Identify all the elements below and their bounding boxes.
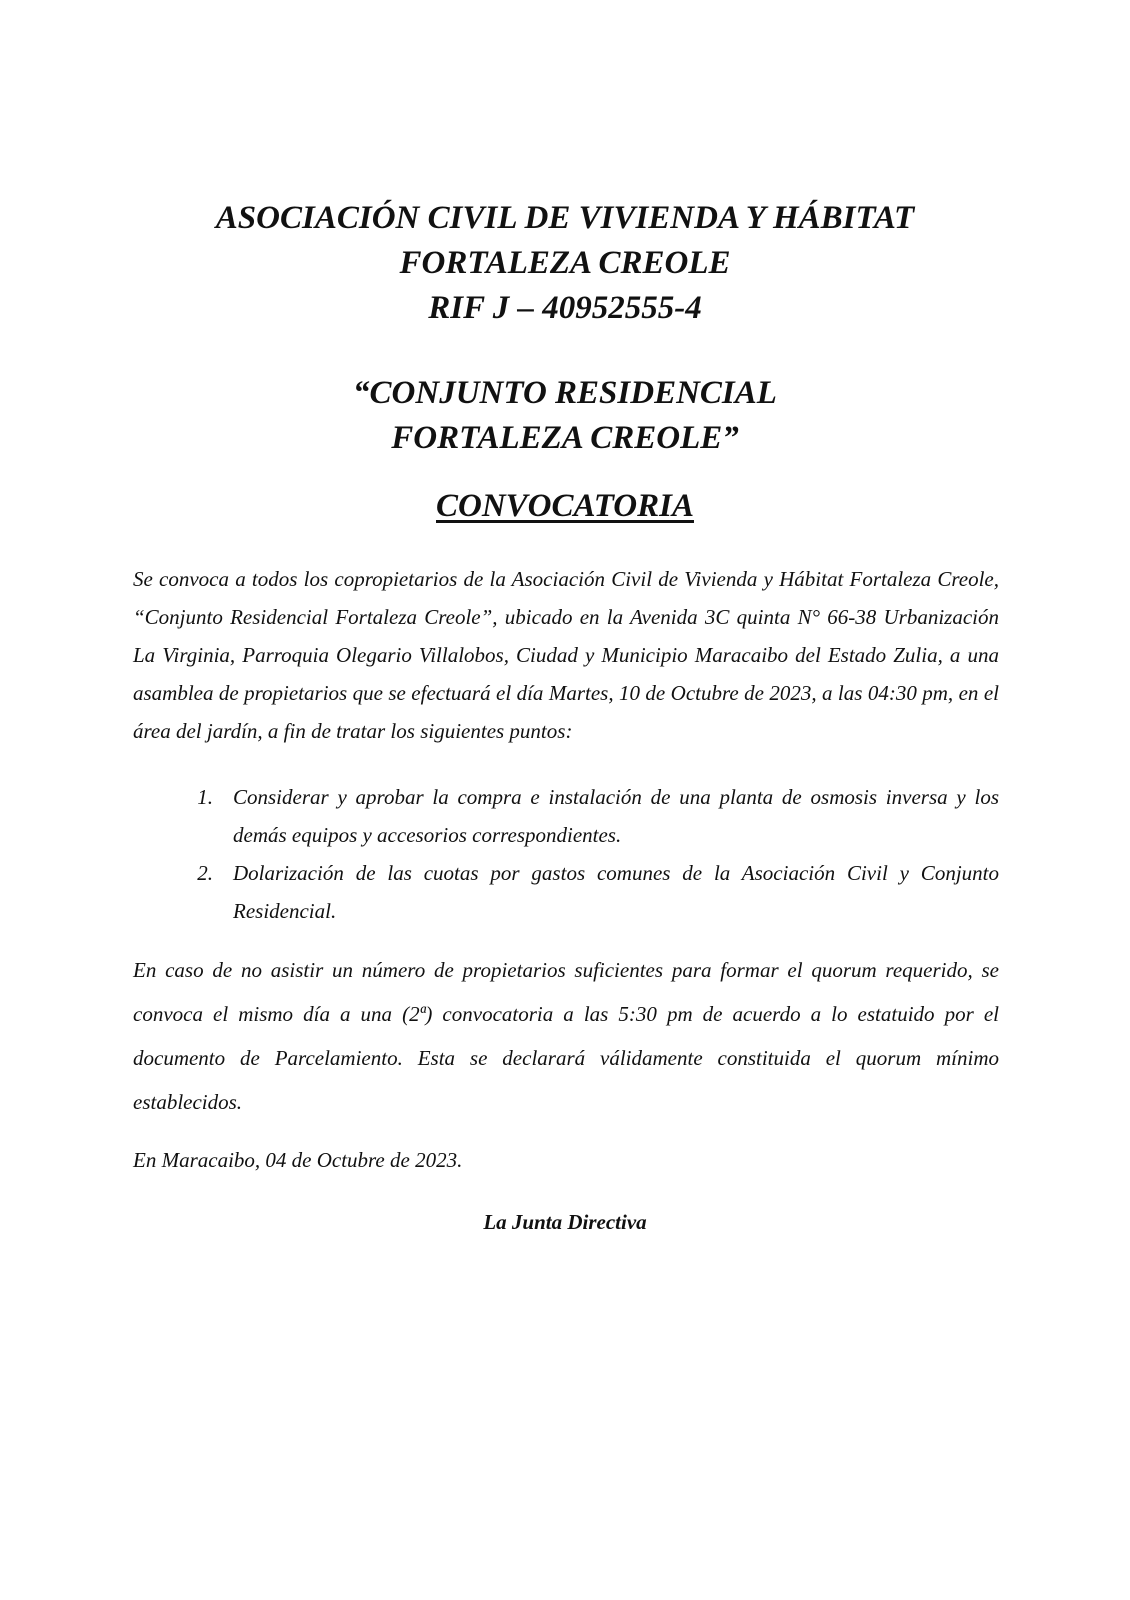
signature: La Junta Directiva: [483, 1210, 647, 1234]
association-header: [0, 196, 1130, 331]
agenda-item-number: 2.: [197, 861, 213, 885]
convocation-paragraph: Se convoca a todos los copropietarios de la Asociación Civil de Vivienda y Hábitat Fortaleza Creole, “Conjunto Residencial Fortaleza Creole”, ubicado en la Avenida 3C quinta N° 66-38 Urbanización La Virginia, Parroquia Olegario Villalobos, Ciudad y Municipio Maracaibo del Estado Zulia, a una asamblea de propietarios que se efectuará el día Martes, 10 de Octubre de 2023, a las 04:30 pm, en el área del jardín, a fin de tratar los siguientes puntos:: [133, 567, 999, 743]
agenda-item: [133, 778, 999, 854]
agenda-item-text: Considerar y aprobar la compra e instalación de una planta de osmosis inversa y los demás equipos y accesorios correspondientes.: [233, 785, 999, 847]
document-title: CONVOCATORIA: [436, 488, 694, 524]
quorum-paragraph: En caso de no asistir un número de propietarios suficientes para formar el quorum requerido, se convoca el mismo día a una (2ª) convocatoria a las 5:30 pm de acuerdo a lo estatuido por el documento de Parcelamiento. Esta se declarará válidamente constituida el quorum mínimo establecidos.: [133, 958, 999, 1114]
agenda-item-number: 1.: [197, 785, 213, 809]
agenda-list: [133, 778, 999, 930]
agenda-item: [133, 854, 999, 930]
association-name-line2: FORTALEZA CREOLE: [399, 245, 731, 281]
association-name: ASOCIACIÓN CIVIL DE VIVIENDA Y HÁBITAT: [215, 200, 915, 236]
rif-number: RIF J – 40952555-4: [428, 290, 702, 326]
project-name-line1: “CONJUNTO RESIDENCIAL: [353, 375, 777, 411]
place-date: En Maracaibo, 04 de Octubre de 2023.: [133, 1148, 463, 1172]
project-name-line2: FORTALEZA CREOLE”: [391, 420, 739, 456]
agenda-item-text: Dolarización de las cuotas por gastos comunes de la Asociación Civil y Conjunto Residencial.: [233, 861, 999, 923]
project-name: [0, 371, 1130, 461]
